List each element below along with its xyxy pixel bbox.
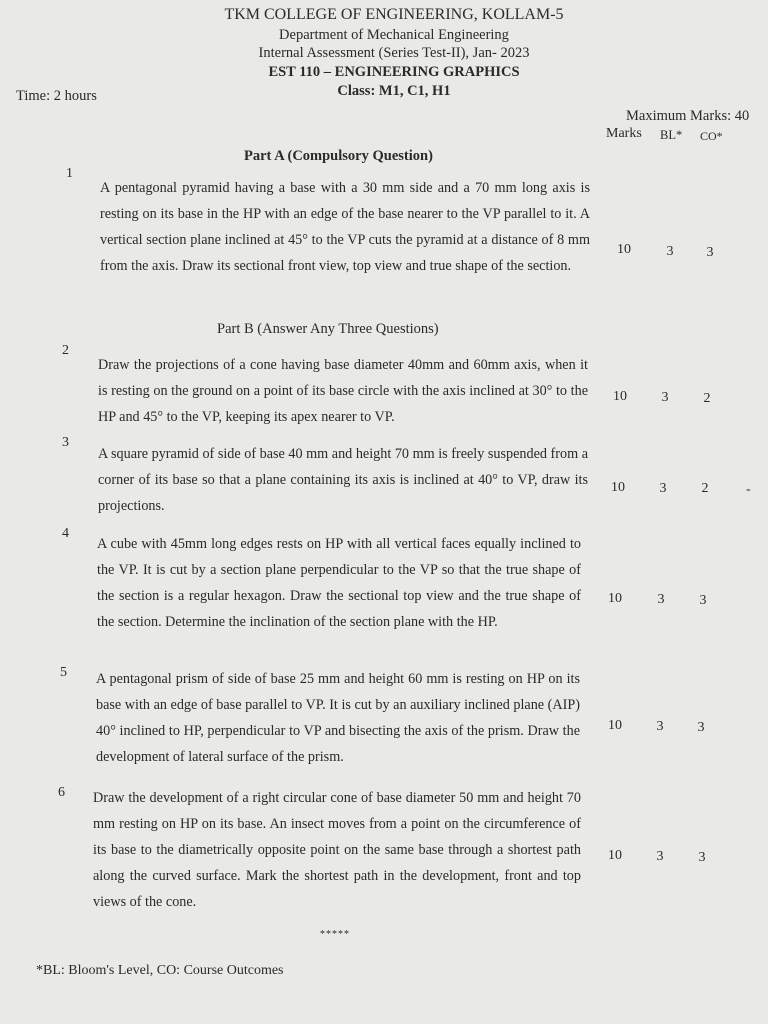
exam-name: Internal Assessment (Series Test-II), Jan- 2023 <box>258 45 530 61</box>
end-of-paper-mark: ***** <box>320 929 350 940</box>
question-marks: 10 <box>608 718 622 733</box>
question-co: 2 <box>703 391 711 406</box>
question-marks: 10 <box>613 389 627 404</box>
question-text: Draw the development of a right circular cone of base diameter 50 mm and height 70 mm resting on HP on its base. An insect moves from a point on the circumference of its base to the diametrically opposite point on the same base through a shortest path along the curved surface. Mark the shortest path in the development, front and top views of the cone. <box>93 790 581 910</box>
stray-mark: - <box>746 482 751 497</box>
question-bl: 3 <box>666 244 674 259</box>
time-allowed: Time: 2 hours <box>16 88 97 104</box>
question-text: A pentagonal prism of side of base 25 mm and height 60 mm is resting on HP on its base with an edge of base parallel to VP. It is cut by an auxiliary inclined plane (AIP) 40° inclined to HP, perpendicular to VP and bisecting the axis of the prism. Draw the development of lateral surface of the prism. <box>96 671 580 765</box>
maximum-marks: Maximum Marks: 40 <box>626 108 750 124</box>
bl-column-header: BL* <box>660 128 683 142</box>
question-bl: 3 <box>656 849 664 864</box>
question-co: 3 <box>697 720 705 735</box>
question-text: A pentagonal pyramid having a base with a 30 mm side and a 70 mm long axis is resting on its base in the HP with an edge of the base nearer to the VP parallel to it. A vertical section plane inclined at 45° to the VP cuts the pyramid at a distance of 8 mm from the axis. Draw its sectional front view, top view and true shape of the section. <box>100 180 590 274</box>
question-text: Draw the projections of a cone having base diameter 40mm and 60mm axis, when it is resting on the ground on a point of its base circle with the axis inclined at 30° to the HP and 45° to the VP, keeping its apex nearer to VP. <box>98 357 588 425</box>
department-name: Department of Mechanical Engineering <box>279 27 509 43</box>
question-marks: 10 <box>611 480 625 495</box>
marks-column-header: Marks <box>606 126 642 141</box>
footnote: *BL: Bloom's Level, CO: Course Outcomes <box>36 963 284 978</box>
question-number: 1 <box>66 166 73 181</box>
co-column-header: CO* <box>700 129 723 143</box>
question-bl: 3 <box>657 592 665 607</box>
question-marks: 10 <box>608 848 622 863</box>
question-co: 3 <box>706 245 714 260</box>
question-number: 3 <box>62 435 69 450</box>
class-info: Class: M1, C1, H1 <box>337 83 451 99</box>
question-text: A cube with 45mm long edges rests on HP with all vertical faces equally inclined to the VP. It is cut by a section plane perpendicular to the VP so that the true shape of the section is a regular hexagon. Draw the sectional top view and the true shape of the section. Determine the inclination of the section plane with the HP. <box>97 536 581 630</box>
question-co: 3 <box>698 850 706 865</box>
question-marks: 10 <box>617 242 631 257</box>
question-co: 2 <box>701 481 709 496</box>
question-text: A square pyramid of side of base 40 mm and height 70 mm is freely suspended from a corner of its base so that a plane containing its axis is inclined at 40° to VP, draw its projections. <box>98 446 588 514</box>
question-bl: 3 <box>659 481 667 496</box>
course-title: EST 110 – ENGINEERING GRAPHICS <box>268 64 520 80</box>
part-b-title: Part B (Answer Any Three Questions) <box>217 321 439 337</box>
question-co: 3 <box>699 593 707 608</box>
question-marks: 10 <box>608 591 622 606</box>
question-bl: 3 <box>661 390 669 405</box>
question-number: 4 <box>62 526 69 541</box>
question-number: 5 <box>60 665 67 680</box>
question-bl: 3 <box>656 719 664 734</box>
college-name: TKM COLLEGE OF ENGINEERING, KOLLAM-5 <box>224 6 564 23</box>
question-number: 2 <box>62 343 69 358</box>
part-a-title: Part A (Compulsory Question) <box>244 148 433 164</box>
question-number: 6 <box>58 785 65 800</box>
